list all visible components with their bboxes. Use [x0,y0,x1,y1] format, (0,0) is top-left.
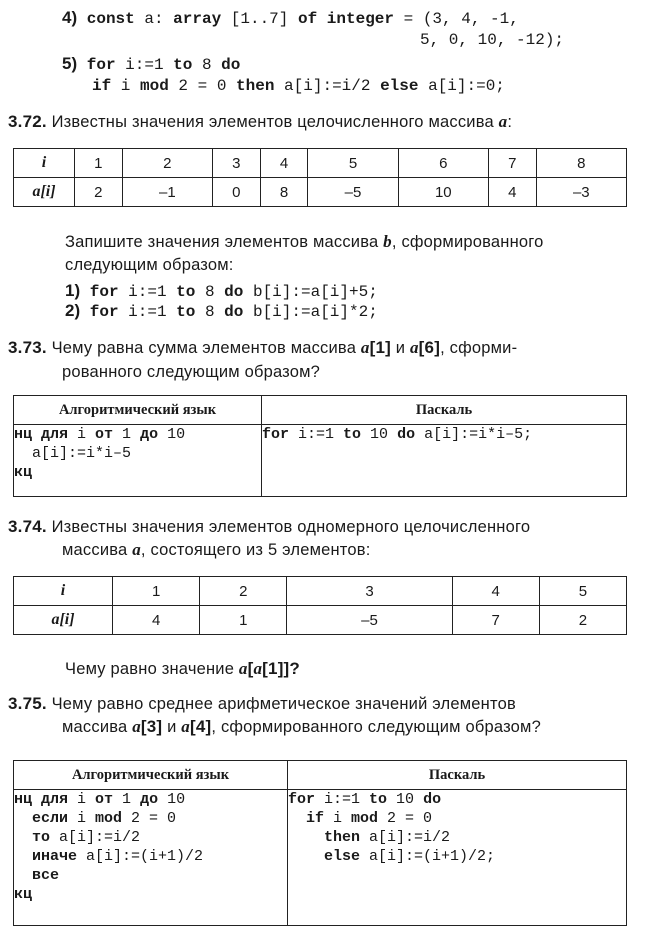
code-text: 2 = 0 [122,810,177,827]
code-text: i:=1 [115,56,174,74]
keyword: do [224,283,244,301]
table-cell: 6 [398,149,488,178]
row-header: i [14,149,75,178]
variable: a [132,717,141,736]
keyword: mod [95,810,123,827]
problem-text: , сформированного [391,233,544,251]
code-text: 10 [361,426,398,443]
table-cell: 5 [308,149,398,178]
code-line [14,828,287,847]
problem-text: Запишите значения элементов массива [65,233,384,251]
header-algorithmic: Алгоритмический язык [14,396,262,425]
problem-3-74-line2 [62,538,371,562]
code-line: кц [14,464,33,481]
keyword: of [297,10,318,28]
code-line [14,847,287,866]
keyword: array [173,10,222,28]
problem-number: 3.72. [8,112,47,131]
problem-text: и [162,718,182,736]
item-number: 2) [65,301,81,320]
problem-3-75-line2 [62,715,541,739]
table-cell: 2 [122,149,212,178]
code-line: a[i]:=i*i–5 [14,445,132,462]
problem-3-74-title [8,515,530,539]
code-text: i [111,77,141,95]
table-cell: –5 [308,178,398,207]
index: [6] [418,338,441,357]
keyword: to [176,283,196,301]
table-cell: 0 [212,178,260,207]
algorithm-table-3-73 [13,395,627,497]
keyword: else [288,848,361,865]
code-text: b[i]:=a[i]+5; [243,283,378,301]
table-row-index [14,577,627,606]
variable: a [409,338,419,357]
keyword: do [397,426,416,443]
keyword: mod [140,77,169,95]
array-table-3-72 [13,148,627,207]
keyword: for [86,56,116,74]
code-line [288,847,626,866]
keyword: for [89,303,119,321]
table-cell: 8 [260,178,308,207]
code-line-5-body [92,76,505,96]
index: [ [247,659,254,678]
code-text: 1 [113,791,141,808]
code-text: 10 [158,791,186,808]
keyword: if [92,77,112,95]
keyword: then [236,77,275,95]
code-text: 1 [113,426,141,443]
keyword: to [343,426,362,443]
code-text: i:=1 [315,791,370,808]
keyword: иначе [14,848,78,865]
keyword: до [140,426,159,443]
table-cell: 2 [75,178,123,207]
problem-text: массива [62,718,133,736]
code-text: 2 = 0 [378,810,433,827]
item-number: 1) [65,281,81,300]
code-text: b[i]:=a[i]*2; [243,303,378,321]
keyword: to [173,56,193,74]
index: [3] [140,717,163,736]
keyword: то [14,829,51,846]
pascal-code [262,425,627,497]
code-text: [1..7] [221,10,298,28]
row-header: i [14,577,113,606]
keyword: to [176,303,196,321]
table-cell: –1 [122,178,212,207]
index: [4] [189,717,212,736]
code-text: a[i]:=i*i–5; [415,426,533,443]
table-code-row [14,425,627,497]
code-line [14,809,287,828]
code-text: a[i]:=i/2 [360,829,451,846]
problem-text: следующим образом: [65,256,234,274]
problem-text: Чему равно значение [65,660,239,678]
problem-3-72-desc-2 [65,253,234,277]
table-row-index [14,149,627,178]
code-line-5 [62,54,240,75]
code-text: 8 [192,56,222,74]
code-text [317,10,327,28]
code-line [288,809,626,828]
code-text: 10 [158,426,186,443]
table-cell: 4 [452,577,539,606]
problem-number: 3.74. [8,517,47,536]
code-text: a[i]:=i/2 [274,77,381,95]
code-text: a[i]:=(i+1)/2 [77,848,204,865]
keyword: for [262,426,290,443]
pascal-code [288,790,627,926]
variable: a [132,540,141,559]
code-line [262,425,626,444]
table-cell: 4 [113,606,200,635]
code-text: i:=1 [289,426,344,443]
table-cell: 3 [212,149,260,178]
code-text: a: [134,10,174,28]
problem-3-73-line2 [62,360,320,384]
header-algorithmic: Алгоритмический язык [14,761,288,790]
code-text: i [324,810,352,827]
keyword: to [369,791,388,808]
header-pascal: Паскаль [262,396,627,425]
problem-text: Чему равно среднее арифметическое значений элементов [51,695,516,713]
keyword: for [288,791,316,808]
keyword: const [86,10,135,28]
table-header-row [14,761,627,790]
table-header-row [14,396,627,425]
table-cell: 10 [398,178,488,207]
keyword: if [288,810,325,827]
problem-text: , сформи- [440,339,518,357]
code-text: a[i]:=0; [418,77,505,95]
code-line-4-cont [420,30,564,50]
variable: a [360,338,370,357]
code-line-1 [65,281,378,302]
index: [1]]? [262,659,300,678]
problem-3-73-title [8,336,517,360]
table-cell: 1 [113,577,200,606]
row-header: a[i] [14,606,113,635]
problem-3-75-title [8,692,516,716]
code-text: i [68,426,96,443]
variable: a [181,717,190,736]
keyword: for [89,283,119,301]
algorithmic-code [14,425,262,497]
algorithm-table-3-75 [13,760,627,926]
code-text: 8 [195,303,225,321]
problem-text: : [507,113,513,131]
keyword: do [224,303,244,321]
code-line [288,828,626,847]
item-number: 4) [62,8,78,27]
algorithmic-code [14,790,288,926]
problem-text: , состоящего из 5 элементов: [140,541,371,559]
keyword: если [14,810,69,827]
table-row-values [14,606,627,635]
table-row-values [14,178,627,207]
keyword: нц для [14,426,69,443]
code-text: = (3, 4, -1, [394,10,519,28]
problem-text: , сформированного следующим образом? [211,718,541,736]
table-cell: –5 [287,606,452,635]
code-text: 5, 0, 10, -12); [420,31,565,49]
variable: a [253,659,263,678]
table-cell: –3 [536,178,626,207]
table-cell: 7 [452,606,539,635]
keyword: else [380,77,419,95]
keyword: mod [351,810,379,827]
keyword: do [221,56,241,74]
keyword: до [140,791,159,808]
keyword: нц для [14,791,69,808]
keyword: от [95,426,114,443]
code-text: 10 [387,791,424,808]
table-cell: 4 [488,178,536,207]
code-text: i [68,791,96,808]
table-cell: 5 [539,577,626,606]
keyword: do [423,791,442,808]
problem-text: Известны значения элементов целочисленного массива [51,113,499,131]
code-line: все [14,867,60,884]
table-cell: 4 [260,149,308,178]
keyword: от [95,791,114,808]
problem-number: 3.73. [8,338,47,357]
code-text: a[i]:=(i+1)/2; [360,848,496,865]
code-line [14,790,287,809]
row-header: a[i] [14,178,75,207]
code-line [14,425,261,444]
table-cell: 8 [536,149,626,178]
code-text: i:=1 [118,303,177,321]
table-cell: 2 [200,577,287,606]
item-number: 5) [62,54,78,73]
header-pascal: Паскаль [288,761,627,790]
problem-text: Известны значения элементов одномерного целочисленного [51,518,531,536]
problem-text: Чему равна сумма элементов массива [51,339,361,357]
code-text: i [68,810,96,827]
table-cell: 2 [539,606,626,635]
array-table-3-74 [13,576,627,635]
problem-3-72-title [8,110,512,134]
table-cell: 1 [75,149,123,178]
code-text: 8 [195,283,225,301]
problem-3-72-desc-1 [65,230,544,254]
variable: a [238,659,248,678]
code-text: i:=1 [118,283,177,301]
index: [1] [369,338,391,357]
keyword: integer [326,10,395,28]
table-cell: 7 [488,149,536,178]
table-cell: 1 [200,606,287,635]
table-cell: 3 [287,577,452,606]
code-text: 2 = 0 [168,77,237,95]
problem-number: 3.75. [8,694,47,713]
code-line-4 [62,8,519,29]
problem-3-74-question [65,657,300,681]
variable: a [498,112,508,131]
variable: b [383,232,392,251]
code-line [288,790,626,809]
keyword: then [288,829,361,846]
problem-text: массива [62,541,133,559]
code-line: кц [14,886,33,903]
code-text: a[i]:=i/2 [50,829,141,846]
problem-text: и [390,339,410,357]
table-code-row [14,790,627,926]
problem-text: рованного следующим образом? [62,363,321,381]
code-line-2 [65,301,378,322]
